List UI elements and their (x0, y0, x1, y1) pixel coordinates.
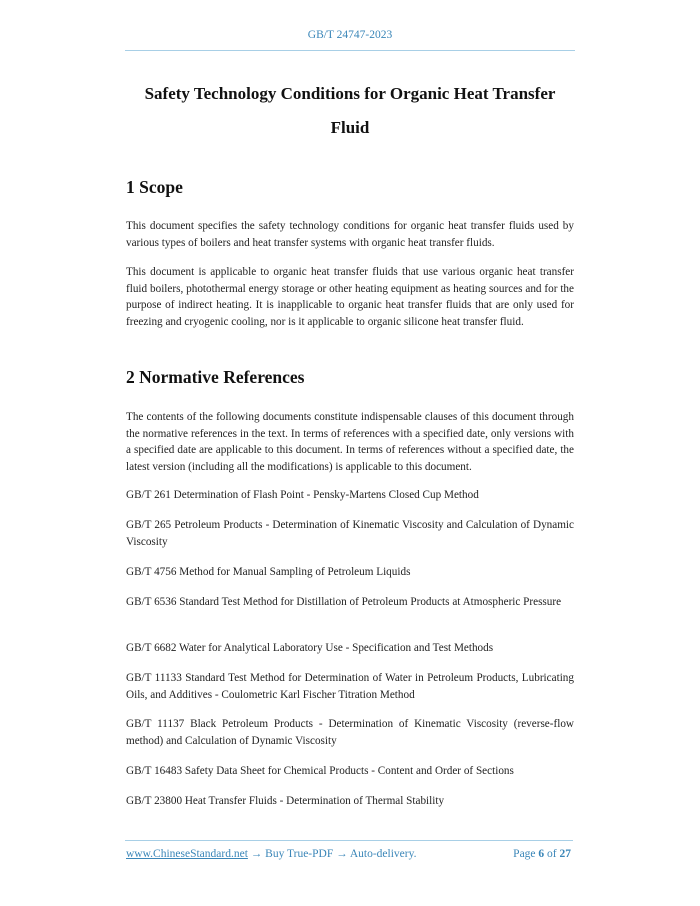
scope-paragraph-1: This document specifies the safety technology conditions for organic heat transfer fluids used by various types of boilers and heat transfer systems with organic heat transfer fluids. (126, 220, 574, 249)
title-line-1: Safety Technology Conditions for Organic Heat Transfer (144, 84, 556, 103)
reference-item: GB/T 6682 Water for Analytical Laboratory Use - Specification and Test Methods (126, 642, 494, 654)
section-heading-scope: 1 Scope (126, 177, 183, 197)
reference-item: GB/T 11133 Standard Test Method for Determination of Water in Petroleum Products, Lubricating Oils, and Additives - Coulometric Karl Fischer Titration Method (126, 672, 574, 701)
reference-item: GB/T 4756 Method for Manual Sampling of Petroleum Liquids (126, 566, 411, 578)
buy-true-pdf-text: → Buy True-PDF (247, 848, 337, 860)
page-current: 6 (538, 848, 545, 860)
footer-divider (125, 840, 573, 841)
scope-paragraph-2: This document is applicable to organic heat transfer fluids that use various organic heat transfer fluid boilers, photothermal energy storage or other heating equipment as heating sources and for the purpose of indirect heating. It is inapplicable to organic heat transfer fluids that are only used for freezing and cryogenic cooling, nor is it applicable to organic silicone heat transfer fluid. (126, 266, 574, 328)
reference-item: GB/T 23800 Heat Transfer Fluids - Determination of Thermal Stability (126, 795, 445, 807)
page-total: 27 (559, 848, 571, 860)
reference-item: GB/T 261 Determination of Flash Point - Pensky-Martens Closed Cup Method (126, 489, 479, 501)
reference-item: GB/T 16483 Safety Data Sheet for Chemical Products - Content and Order of Sections (126, 765, 514, 777)
section-heading-normative-references: 2 Normative References (126, 367, 305, 387)
title-line-2: Fluid (330, 118, 370, 137)
header-divider (125, 50, 575, 51)
footer (126, 848, 573, 860)
chinesestandard-link[interactable]: www.ChineseStandard.net (126, 848, 248, 860)
reference-item: GB/T 6536 Standard Test Method for Distillation of Petroleum Products at Atmospheric Pressure (126, 596, 562, 608)
of-label: of (547, 848, 557, 860)
page-label: Page (513, 848, 536, 860)
header-doc-id: GB/T 24747-2023 (307, 29, 393, 41)
page-indicator (513, 848, 571, 860)
references-intro-paragraph: The contents of the following documents constitute indispensable clauses of this document through the normative references in the text. In terms of references with a specified date, only versions with a specified date are applicable to this document. In terms of references without a specified date, the latest version (including all the modifications) is applicable to this document. (126, 411, 574, 473)
reference-item: GB/T 265 Petroleum Products - Determination of Kinematic Viscosity and Calculation of Dynamic Viscosity (126, 519, 574, 548)
reference-item: GB/T 11137 Black Petroleum Products - Determination of Kinematic Viscosity (reverse-flow method) and Calculation of Dynamic Viscosity (126, 718, 574, 747)
auto-delivery-text: → Auto-delivery. (336, 848, 417, 860)
document-title (125, 77, 575, 145)
